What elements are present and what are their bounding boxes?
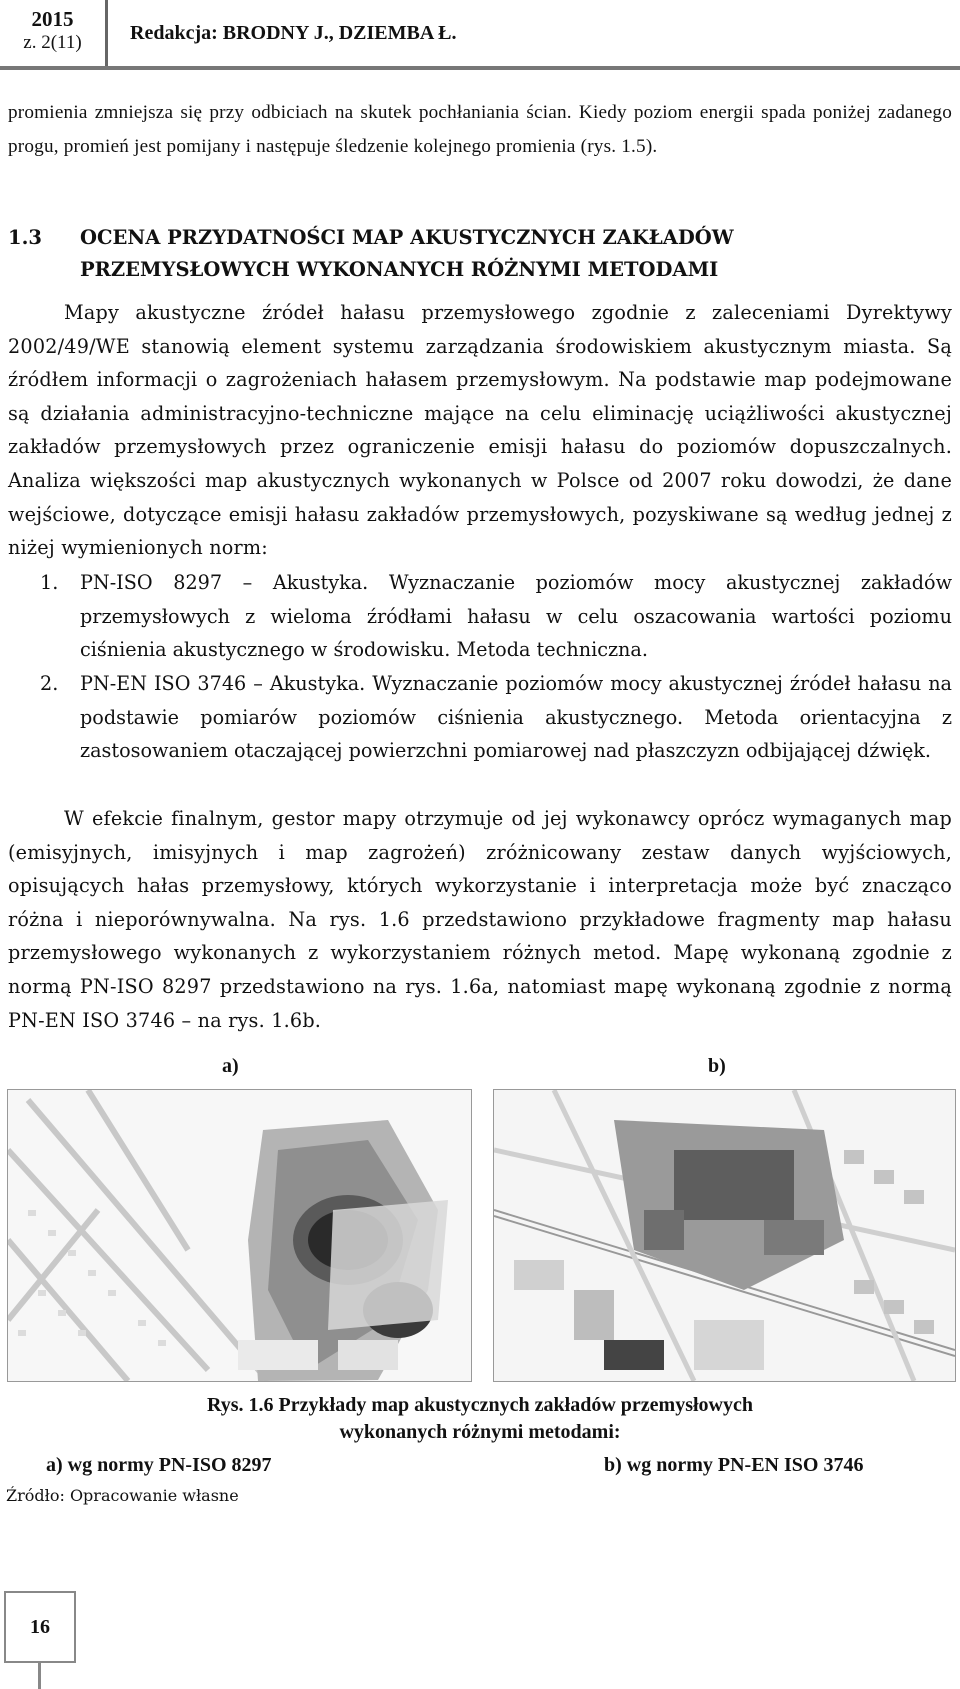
list-item-2-text: PN-EN ISO 3746 – Akustyka. Wyznaczanie poziomów mocy akustycznej źródeł hałasu na podstawie pomiarów poziomów ciśnienia akustycznego. Metoda orientacyjna z zastosowaniem otaczającej powierzchni pomiarowej nad płaszczyzn odbijającej dźwięk. bbox=[80, 672, 952, 763]
list-item-2-number: 2. bbox=[40, 672, 59, 695]
page-number-rule bbox=[38, 1663, 41, 1689]
figure-source: Źródło: Opracowanie własne bbox=[6, 1486, 239, 1505]
header-rule bbox=[0, 66, 960, 70]
section-title-line1: OCENA PRZYDATNOŚCI MAP AKUSTYCZNYCH ZAKŁADÓW bbox=[80, 226, 734, 249]
list-item-1-text: PN-ISO 8297 – Akustyka. Wyznaczanie poziomów mocy akustycznej zakładów przemysłowych z wieloma źródłami hałasu w celu oszacowania wartości poziomu ciśnienia akustycznego w środowisku. Metoda techniczna. bbox=[80, 571, 952, 662]
figure-caption-line1: Rys. 1.6 Przykłady map akustycznych zakładów przemysłowych bbox=[207, 1394, 753, 1416]
header-divider bbox=[105, 0, 108, 68]
header-issue: z. 2(11) bbox=[23, 32, 82, 53]
page-number: 16 bbox=[4, 1591, 76, 1663]
figure-subcaption-b: b) wg normy PN-EN ISO 3746 bbox=[604, 1454, 864, 1476]
body-paragraph-2: W efekcie finalnym, gestor mapy otrzymuje od jej wykonawcy oprócz wymaganych map (emisyjnych, imisyjnych i map zagrożeń) zróżnicowany zestaw danych wyjściowych, opisujących hałas przemysłowy, których wykorzystanie i interpretacja może być znacząco różna i nieporównywalna. Na rys. 1.6 przedstawiono przykładowe fragmenty map hałasu przemysłowego wykonanych z wykorzystaniem różnych metod. Mapę wykonaną zgodnie z normą PN-ISO 8297 przedstawiono na rys. 1.6a, natomiast mapę wykonaną zgodnie z normą PN-EN ISO 3746 – na rys. 1.6b. bbox=[8, 807, 952, 1032]
section-title-line2: PRZEMYSŁOWYCH WYKONANYCH RÓŻNYMI METODAMI bbox=[80, 258, 719, 281]
figure-label-a: a) bbox=[222, 1055, 239, 1077]
figure-map-b bbox=[493, 1089, 956, 1382]
list-item-1-number: 1. bbox=[40, 571, 59, 594]
noise-map-a-graphic bbox=[8, 1090, 471, 1381]
intro-paragraph: promienia zmniejsza się przy odbiciach na skutek pochłaniania ścian. Kiedy poziom energii spada poniżej zadanego progu, promień jest pomijany i następuje śledzenie kolejnego promienia (rys. 1.5). bbox=[8, 102, 952, 157]
header-year: 2015 bbox=[31, 7, 74, 31]
figure-label-b: b) bbox=[708, 1055, 726, 1077]
figure-subcaption-a: a) wg normy PN-ISO 8297 bbox=[46, 1454, 272, 1476]
header-editors: Redakcja: BRODNY J., DZIEMBA Ł. bbox=[130, 22, 457, 44]
figure-caption-line2: wykonanych różnymi metodami: bbox=[339, 1421, 621, 1443]
body-paragraph-1: Mapy akustyczne źródeł hałasu przemysłowego zgodnie z zaleceniami Dyrektywy 2002/49/WE stanowią element systemu zarządzania środowiskiem akustycznym miasta. Są źródłem informacji o zagrożeniach hałasem przemysłowym. Na podstawie map podejmowane są działania administracyjno-techniczne mające na celu eliminację uciążliwości akustycznej zakładów przemysłowych przez ograniczenie emisji hałasu do poziomów dopuszczalnych. Analiza większości map akustycznych wykonanych w Polsce od 2007 roku dowodzi, że dane wejściowe, dotyczące emisji hałasu zakładów przemysłowych, pozyskiwane są według jednej z niżej wymienionych norm: bbox=[8, 301, 952, 560]
section-number: 1.3 bbox=[8, 226, 42, 249]
noise-map-b-graphic bbox=[494, 1090, 955, 1381]
figure-map-a bbox=[7, 1089, 472, 1382]
